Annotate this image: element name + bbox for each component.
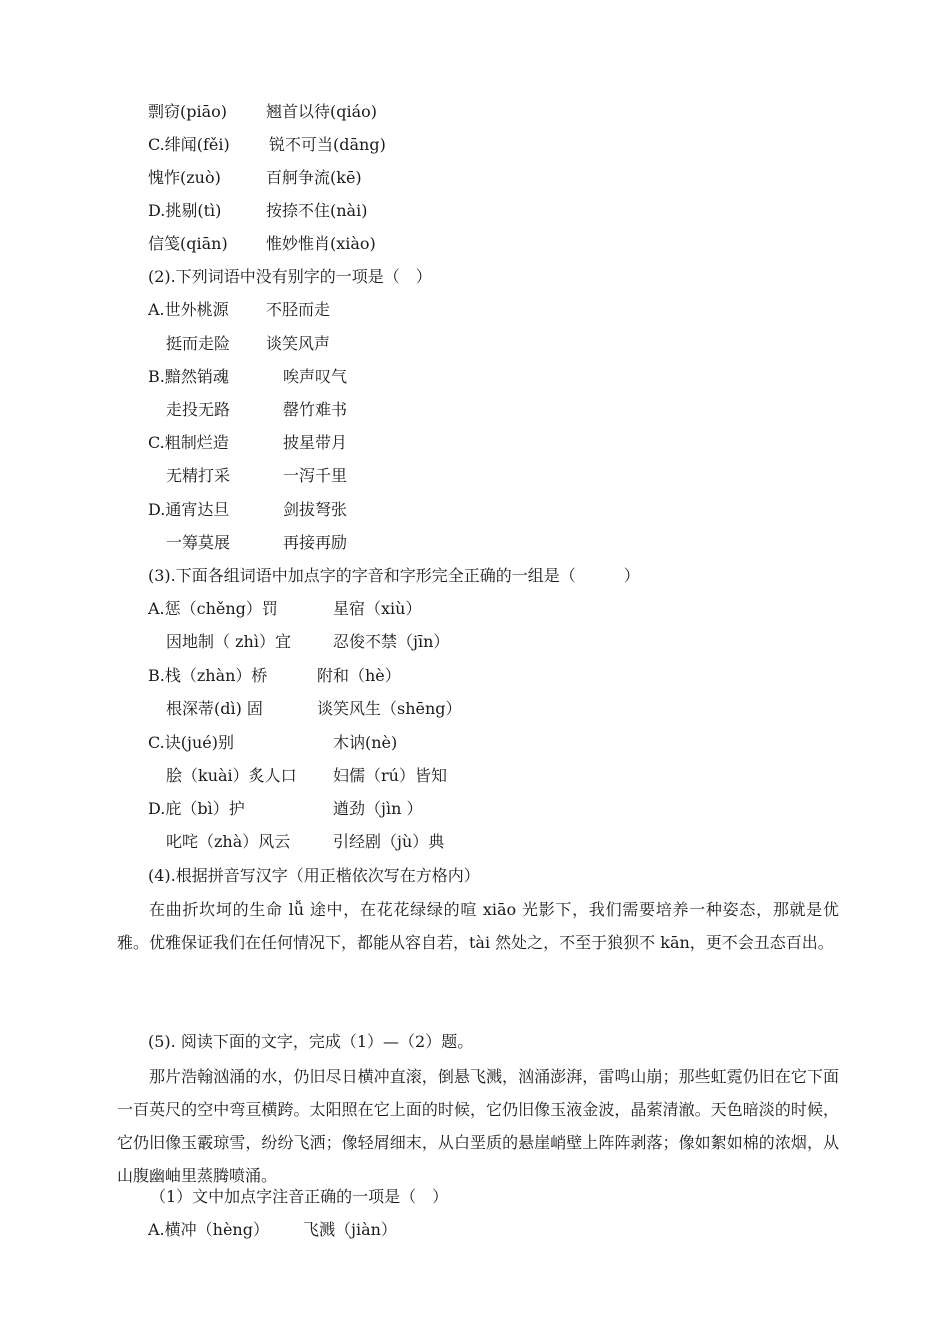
option-line: [148, 599, 422, 619]
option-line: [148, 666, 401, 686]
term-right: 罄竹难书: [283, 400, 348, 419]
question-2: [148, 267, 432, 287]
option-line: [148, 733, 398, 753]
term-right: 谈笑风声: [266, 334, 331, 353]
option-line: [148, 1220, 397, 1240]
term-right: 翘首以待(qiáo): [266, 102, 378, 121]
term-right: 百舸争流(kē): [266, 168, 362, 187]
term-right: 谈笑风生（shēng）: [317, 699, 462, 718]
option-line: [148, 500, 348, 520]
option-line: [148, 433, 348, 453]
term-left: A.横冲（hèng）: [148, 1220, 269, 1239]
question-text: （1）文中加点字注音正确的一项是（ ）: [150, 1187, 449, 1206]
term-right: 附和（hè）: [317, 666, 401, 685]
term-left: C.粗制烂造: [148, 433, 229, 452]
term-left: 走投无路: [166, 400, 231, 419]
term-right: 惟妙惟肖(xiào): [266, 234, 376, 253]
question-text: (5). 阅读下面的文字，完成（1）—（2）题。: [148, 1032, 474, 1051]
term-right: 引经剧（jù）典: [333, 832, 445, 851]
option-line: [148, 135, 386, 155]
question-text: (2).下列词语中没有别字的一项是（ ）: [148, 267, 432, 286]
option-line: [148, 168, 362, 188]
option-line: [166, 699, 462, 719]
option-line: [148, 102, 378, 122]
term-right: 不胫而走: [266, 300, 331, 319]
term-left: 脍（kuài）炙人口: [166, 766, 297, 785]
option-line: [148, 234, 376, 254]
option-line: [148, 201, 368, 221]
term-right: 按捺不住(nài): [266, 201, 368, 220]
term-right: 一泻千里: [283, 466, 348, 485]
option-line: [166, 832, 445, 852]
term-left: 信笺(qiān): [148, 234, 228, 253]
question-5: [148, 1032, 473, 1052]
term-left: 叱咤（zhà）风云: [166, 832, 291, 851]
term-left: 一筹莫展: [166, 533, 231, 552]
term-left: C.诀(jué)别: [148, 733, 234, 752]
question-3: [148, 566, 640, 586]
term-left: 挺而走险: [166, 334, 231, 353]
term-left: A.惩（chěng）罚: [148, 599, 278, 618]
term-right: 飞溅（jiàn）: [303, 1220, 397, 1239]
option-line: [166, 466, 348, 486]
term-left: 根深蒂(dì) 固: [166, 699, 263, 718]
term-right: 星宿（xiù）: [333, 599, 422, 618]
option-line: [148, 799, 423, 819]
option-line: [166, 334, 331, 354]
option-line: [166, 533, 348, 553]
term-left: B.黯然销魂: [148, 367, 229, 386]
question-text: (3).下面各组词语中加点字的字音和字形完全正确的一组是（ ）: [148, 566, 640, 585]
term-left: 愧怍(zuò): [148, 168, 221, 187]
term-right: 忍俊不禁（jīn）: [333, 632, 450, 651]
term-right: 妇儒（rú）皆知: [333, 766, 447, 785]
passage-question-4: 在曲折坎坷的生命 lǚ 途中，在花花绿绿的喧 xiāo 光影下，我们需要培养一种姿态，那就是优雅。优雅保证我们在任何情况下，都能从容自若，tài 然处之，不至于狼狈不 kān，更不会丑态百出。: [117, 900, 839, 952]
term-left: A.世外桃源: [148, 300, 229, 319]
term-left: 因地制（ zhì）宜: [166, 632, 291, 651]
term-left: 剽窃(piāo): [148, 102, 228, 121]
term-right: 木讷(nè): [333, 733, 398, 752]
option-line: [148, 367, 348, 387]
option-line: [166, 632, 450, 652]
sub-question-1: [150, 1187, 448, 1207]
term-right: 锐不可当(dāng): [269, 135, 386, 154]
term-right: 唉声叹气: [283, 367, 348, 386]
option-line: [166, 400, 348, 420]
term-left: C.绯闻(fěi): [148, 135, 230, 154]
term-right: 再接再励: [283, 533, 348, 552]
term-left: 无精打采: [166, 466, 231, 485]
term-right: 遒劲（jìn ）: [333, 799, 423, 818]
term-right: 剑拔弩张: [283, 500, 348, 519]
question-4: [148, 866, 480, 886]
term-left: D.庇（bì）护: [148, 799, 245, 818]
term-right: 披星带月: [283, 433, 348, 452]
option-line: [148, 300, 331, 320]
term-left: B.栈（zhàn）桥: [148, 666, 268, 685]
passage-question-5: 那片浩翰汹涌的水，仍旧尽日横冲直滚，倒悬飞溅，汹涌澎湃，雷鸣山崩；那些虹霓仍旧在它下面一百英尺的空中弯亘横跨。太阳照在它上面的时候，它仍旧像玉液金波，晶萦清澈。天色暗淡的时候，它仍旧像玉霰琼雪，纷纷飞洒；像轻屑细末，从白垩质的悬崖峭壁上阵阵剥落；像如絮如棉的浓烟，从山腹幽岫里蒸腾喷涌。: [117, 1067, 839, 1185]
term-left: D.通宵达旦: [148, 500, 230, 519]
option-line: [166, 766, 447, 786]
term-left: D.挑剔(tì): [148, 201, 222, 220]
question-text: (4).根据拼音写汉字（用正楷依次写在方格内）: [148, 866, 480, 885]
